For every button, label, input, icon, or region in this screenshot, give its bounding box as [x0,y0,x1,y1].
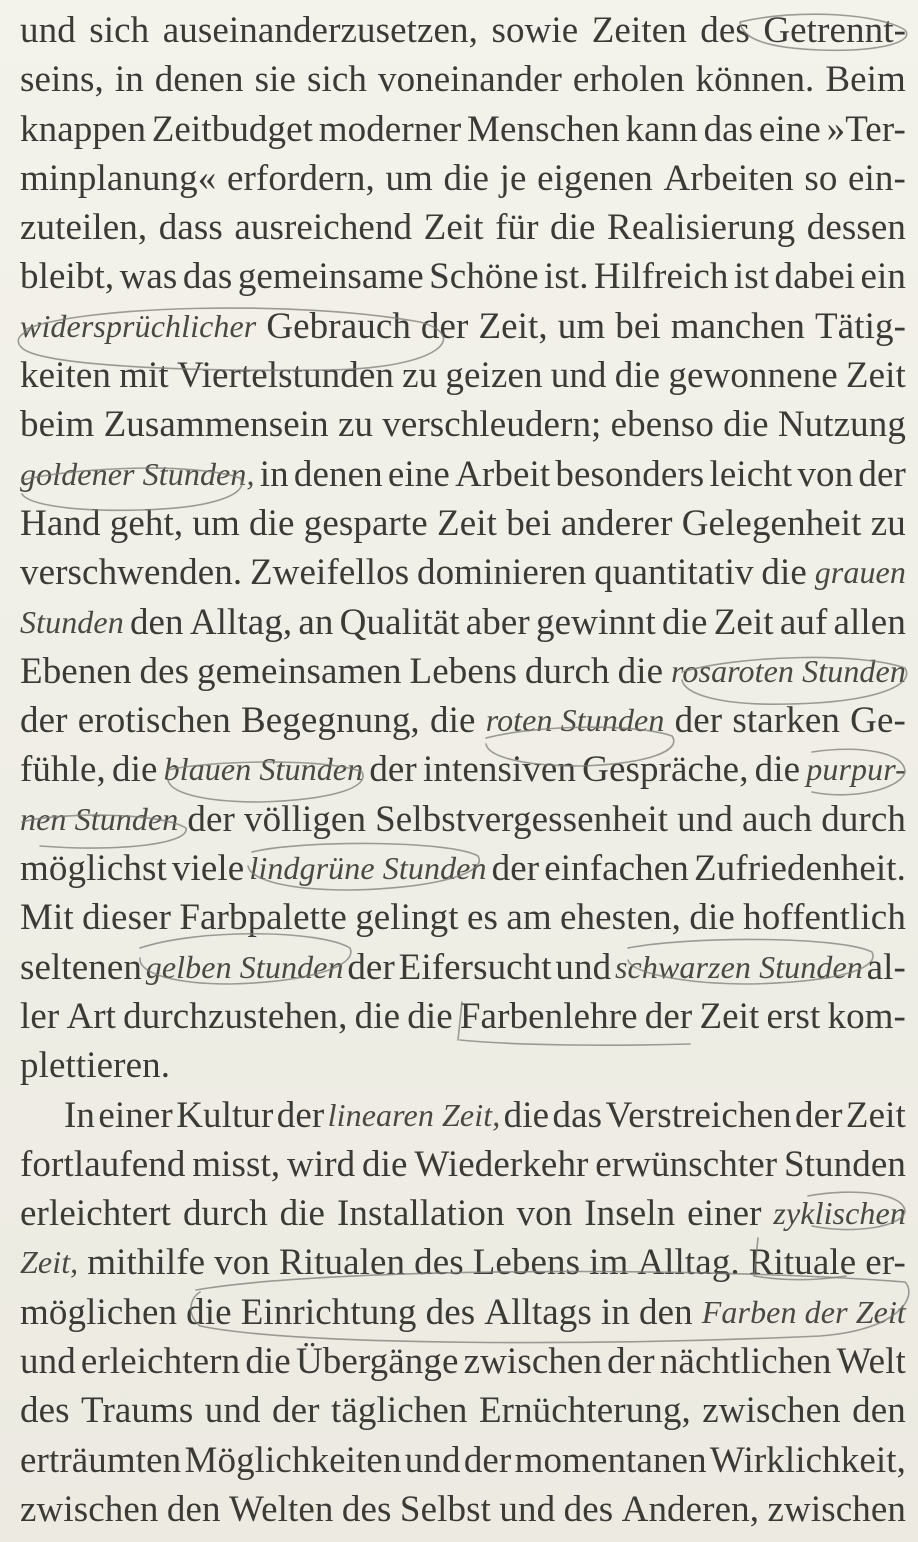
word: minplanung« [20,157,217,199]
word: einer [687,1193,762,1235]
word: eigenen [537,157,653,199]
word: auseinanderzusetzen, [162,10,479,51]
word: ebenso [610,404,714,446]
word: die [761,552,807,594]
word: ist [733,256,770,298]
word: durch [182,1193,268,1235]
word: Art [66,995,117,1037]
text-line [20,598,906,647]
word: kom- [827,995,906,1037]
word: Traums [81,1390,194,1432]
word: können. [695,59,815,101]
word: Wirklichkeit, [709,1439,906,1481]
word: gemeinsamen [197,650,402,692]
word: Schöne [429,256,539,298]
word: Arbeiten [663,157,794,199]
word: Zeit [699,995,760,1037]
word: Ritualen [278,1242,406,1284]
text-line [20,1337,906,1386]
word: durchzustehen, [123,995,348,1037]
word: die [186,1291,232,1333]
text-line [20,795,906,844]
word: blauen Stunden [163,751,364,788]
word: fühle, [20,749,106,791]
word: sowie [491,10,579,51]
word: und [677,798,733,840]
word: Realisierung [607,207,796,249]
word: Mit [20,897,74,939]
word: und [404,1439,461,1481]
word: zwischen [767,1488,906,1530]
text-line [20,1091,906,1140]
word: für [495,207,539,249]
word: des [414,1242,464,1284]
word: so [804,157,838,199]
word: Alltag, [189,601,293,643]
word: Welt [836,1341,906,1383]
word: Tätig- [814,305,906,347]
word: die [111,749,158,791]
word: die [245,1341,291,1383]
word: um [385,157,433,199]
text-line [20,696,906,745]
word: der [420,305,469,347]
word: Einrichtung [240,1291,417,1333]
word: der [20,700,68,742]
word: Übergänge [295,1341,459,1383]
word: dieser [82,897,172,939]
word: in [259,453,289,495]
word: Zeit [845,1094,906,1136]
word: die [754,749,801,791]
word: intensiven [422,749,577,791]
word: Ge- [850,700,906,742]
word: Möglichkeiten [184,1439,402,1481]
word: das [182,256,233,298]
word: ein- [848,157,906,199]
word: der [276,1094,325,1136]
word: »Ter- [826,108,906,150]
word: durch [524,650,610,692]
text-line [20,252,906,301]
text-line [20,450,906,499]
word: gewonnene [668,355,838,397]
word: Stunden [20,603,124,640]
word: die [443,157,490,199]
text-line [20,1041,906,1090]
text-line [20,105,906,154]
word: voneinander [377,59,562,101]
word: erfordern, [226,157,375,199]
word: Selbst [399,1488,491,1530]
word: quantitativ [594,552,754,594]
word: den [852,1390,906,1432]
word: anderer [560,502,673,544]
word: sich [306,59,367,101]
word: der [369,749,417,791]
word: Getrennt- [763,10,906,51]
word: nächtlichen [659,1341,832,1383]
word: von [516,1193,573,1235]
text-line [20,499,906,548]
word: der [491,848,540,890]
word: beim [20,404,95,446]
body-text [20,6,906,1534]
word: an [298,601,334,643]
word: erträumten [20,1439,182,1481]
word: ausreichend [234,207,413,249]
word: Hilfreich [594,256,729,298]
word: zu [337,404,374,446]
word: al- [866,946,906,988]
word: zwischen [20,1488,159,1530]
word: der [347,946,395,988]
word: und [204,1390,261,1432]
word: Zeit [423,207,484,249]
word: moderner [318,108,462,150]
word: er- [865,1242,906,1284]
word: Zweifellos [249,552,410,594]
text-line [20,745,906,794]
word: Kultur [176,1094,274,1136]
word: Installation [336,1193,505,1235]
word: schwarzen Stunden [614,948,863,985]
word: bei [506,502,552,544]
word: keiten [20,355,112,397]
word: des [20,1390,70,1432]
word: die [617,650,664,692]
word: Ernüchterung, [478,1390,691,1432]
word: zuteilen, [20,207,148,249]
text-line [20,154,906,203]
word: es [466,897,498,939]
word: Hand [20,502,101,544]
word: manchen [670,305,805,347]
word: linearen Zeit, [327,1096,501,1133]
word: Beim [825,59,906,101]
word: sie [254,59,297,101]
word: der [795,1094,843,1136]
text-line [20,1386,906,1435]
text-line [20,943,906,992]
word: Eifersucht [398,946,552,988]
word: der [644,995,693,1037]
word: Welten [229,1488,334,1530]
word: Wiederkehr [414,1143,589,1185]
word: dessen [806,207,906,249]
word: allen [833,601,906,643]
word: die [614,355,661,397]
word: grauen [814,554,906,591]
word: was [119,256,178,298]
word: erleichtert [20,1193,172,1235]
word: die [249,502,295,544]
word: den [638,1291,693,1333]
word: Zeitbudget [151,108,314,150]
word: ehesten, [560,897,682,939]
word: aber [465,601,530,643]
word: völligen [243,798,367,840]
word: erholen [572,59,685,101]
word: ler [20,995,60,1037]
word: am [506,897,552,939]
word: die [407,995,453,1037]
text-line [20,302,906,351]
word: je [499,157,527,199]
word: goldener Stunden, [20,455,255,492]
word: Gespräche, [582,749,749,791]
word: täglichen [331,1390,468,1432]
word: und [499,1488,556,1530]
word: kann [625,108,698,150]
word: eine [387,453,450,495]
word: Anderen, [621,1488,760,1530]
word: Zeit [845,355,906,397]
word: des [700,10,750,51]
word: das [552,1094,603,1136]
word: Verstreichen [605,1094,792,1136]
word: und [550,355,607,397]
text-line [20,1140,906,1189]
word: dass [158,207,223,249]
word: Zusammensein [103,404,329,446]
word: mit [119,355,169,397]
word: Viertelstunden [176,355,394,397]
word: Lebens [472,1242,581,1284]
word: die [550,207,596,249]
word: einer [98,1094,173,1136]
word: in [600,1291,630,1333]
word: von [214,1242,270,1284]
word: möglichst [20,848,167,890]
word: Farbenlehre [459,995,638,1037]
word: gewinnt [536,601,656,643]
word: möglichen [20,1291,178,1333]
word: starken [732,700,840,742]
word: knappen [20,108,147,150]
word: den [129,601,184,643]
word: dabei [774,256,856,298]
word: Zeit [713,601,774,643]
word: erotischen [77,700,231,742]
text-line [20,1189,906,1238]
word: Zeit [437,502,497,544]
word: In [64,1094,96,1136]
word: momentanen [514,1439,707,1481]
word: auch [741,798,813,840]
word: der [187,798,235,840]
word: von [797,453,854,495]
word: und [20,10,76,51]
word: der [463,1439,512,1481]
word: geht, [109,502,184,544]
word: widersprüchlicher [20,307,257,344]
word: bleibt, [20,256,115,298]
word: Inseln [584,1193,676,1235]
word: purpur- [806,751,906,788]
word: erleichtern [80,1341,241,1383]
word: leicht [709,453,793,495]
text-line [20,351,906,400]
word: erst [766,995,821,1037]
word: in [114,59,144,101]
text-line [20,548,906,597]
word: zu [870,502,906,544]
word: hoffentlich [743,897,906,939]
word: plettieren. [20,1045,171,1087]
word: Lebens [409,650,517,692]
word: der [607,1341,655,1383]
word: viele [171,848,245,890]
word: besonders [555,453,705,495]
word: zwischen [463,1341,603,1383]
text-line [20,844,906,893]
word: eine [758,108,821,150]
word: die [723,404,769,446]
word: geizen [445,355,543,397]
word: Qualität [339,601,460,643]
word: Stunden [783,1143,906,1185]
word: gemeinsame [237,256,424,298]
word: Alltags [484,1291,592,1333]
word: seins, [20,59,104,101]
word: Zeit, [20,1244,79,1281]
text-line [20,893,906,942]
word: Arbeit [455,453,551,495]
word: des [139,650,190,692]
word: das [703,108,754,150]
word: Ebenen [20,650,132,692]
word: Menschen [466,108,620,150]
word: zwischen [702,1390,841,1432]
word: die [429,700,476,742]
word: ein [860,256,906,298]
word: Nutzung [777,404,906,446]
word: ist. [544,256,589,298]
word: und [555,946,612,988]
word: des [563,1488,614,1530]
word: um [557,305,606,347]
word: der [272,1390,320,1432]
word: die [354,995,401,1037]
word: verschwenden. [20,552,243,594]
word: Selbstvergessenheit [375,798,669,840]
word: den [166,1488,221,1530]
word: nen Stunden [20,800,179,837]
text-line [20,1238,906,1287]
word: roten Stunden [485,702,665,739]
word: erwünschter [595,1143,778,1185]
word: Zufriedenheit. [693,848,906,890]
word: durch [821,798,906,840]
word: dominieren [416,552,587,594]
text-line [20,6,906,55]
word: die [662,601,708,643]
word: Gebrauch [266,305,411,347]
word: die [279,1193,326,1235]
word: die [503,1094,550,1136]
text-line [20,647,906,696]
word: lindgrüne Stunden [249,850,487,887]
word: denen [154,59,244,101]
word: Rituale [748,1242,857,1284]
word: Gelegenheit [681,502,862,544]
text-line [20,400,906,449]
word: des [341,1488,392,1530]
text-line [20,1436,906,1485]
word: rosaroten Stunden [671,652,906,689]
word: gelben Stunden [145,948,344,985]
word: Alltag. [637,1242,740,1284]
word: die [689,897,735,939]
word: zu [402,355,438,397]
word: die [362,1143,408,1185]
word: Farbpalette [179,897,347,939]
word: auf [779,601,828,643]
word: Zeiten [591,10,687,51]
word: zyklischen [773,1195,906,1232]
word: bei [615,305,661,347]
word: gesparte [303,502,428,544]
word: Farben der Zeit [701,1293,906,1330]
word: seltenen [20,946,143,988]
word: der [674,700,723,742]
word: des [425,1291,476,1333]
word: Zeit, [478,305,548,347]
word: um [192,502,240,544]
word: der [858,453,906,495]
word: mithilfe [87,1242,206,1284]
text-line [20,1288,906,1337]
word: Begegnung, [241,700,420,742]
word: verschleudern; [382,404,602,446]
text-line [20,55,906,104]
word: denen [293,453,383,495]
word: und [20,1341,76,1383]
text-line [20,1485,906,1534]
word: fortlaufend [20,1143,186,1185]
word: im [589,1242,629,1284]
text-line [20,992,906,1041]
word: gelingt [355,897,459,939]
word: einfachen [544,848,689,890]
text-line [20,203,906,252]
word: misst, [192,1143,281,1185]
word: wird [287,1143,356,1185]
word: sich [89,10,150,51]
